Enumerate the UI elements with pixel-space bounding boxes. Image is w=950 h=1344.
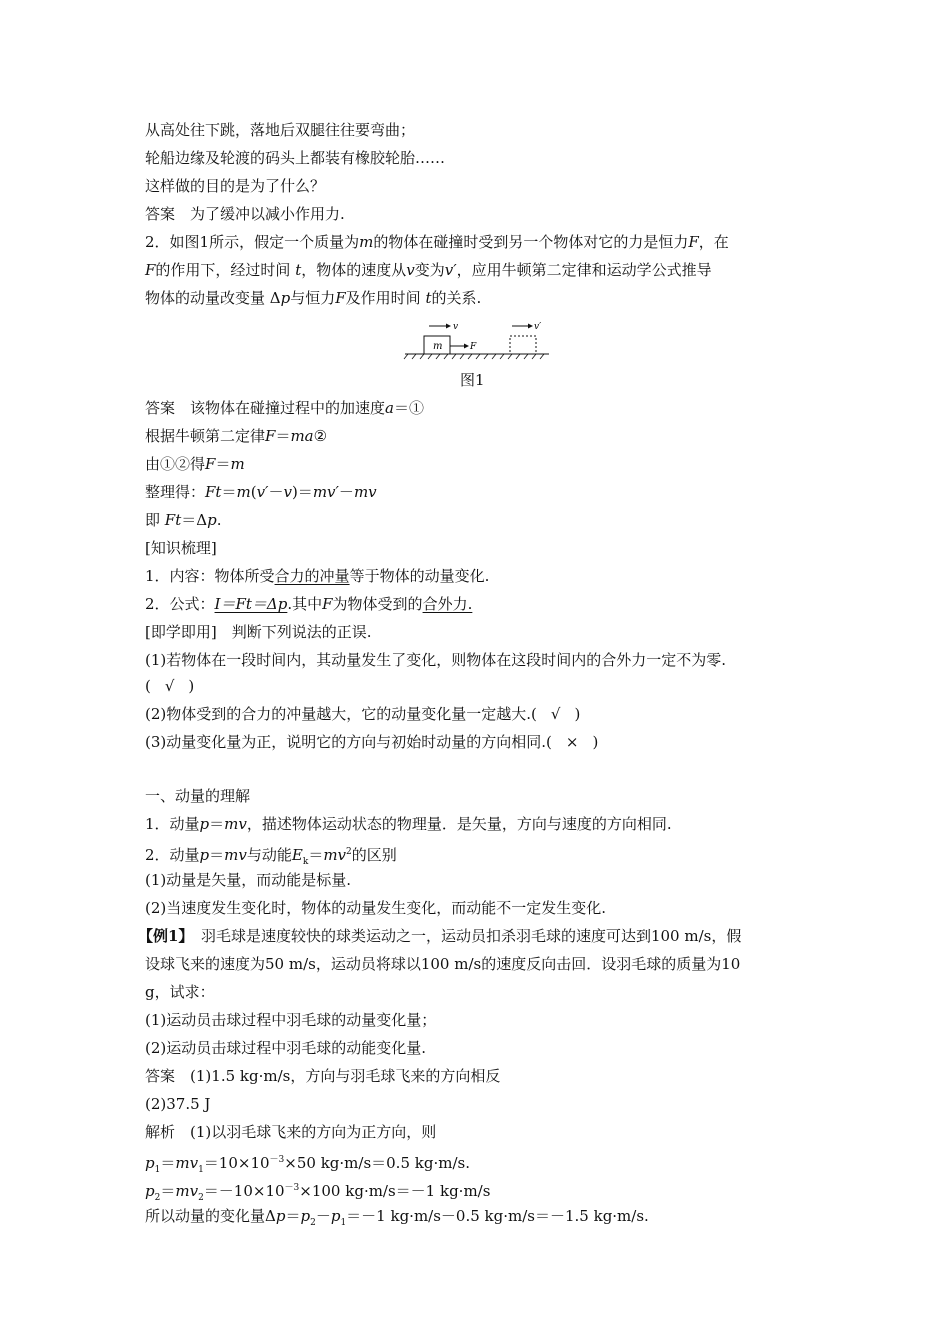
q2-line-1: 2．如图1所示，假定一个质量为m的物体在碰撞时受到另一个物体对它的力是恒力F，在: [145, 233, 729, 251]
answer-label: 答案: [145, 205, 176, 223]
intro-line-2: 轮船边缘及轮渡的码头上都装有橡胶轮胎……: [145, 149, 446, 167]
blank-answer: 合力的冲量: [274, 567, 350, 585]
velocity-arrow-v: [429, 322, 458, 332]
intro-line-1: 从高处往下跳，落地后双腿往往要弯曲；: [145, 121, 416, 139]
svg-text:m: m: [433, 341, 443, 352]
check-mark: √: [550, 705, 561, 723]
blank-answer: I＝Ft＝Δp: [214, 595, 288, 613]
section-point-1: 1．动量p＝mv，描述物体运动状态的物理量．是矢量，方向与速度的方向相同.: [145, 815, 672, 833]
quiz-heading: [即学即用] 判断下列说法的正误.: [145, 623, 372, 641]
check-mark: √: [164, 677, 175, 695]
answer2-line-4: 整理得：Ft＝m(v′－v)＝mv′－mv: [145, 483, 377, 501]
section-title: 一、动量的理解: [145, 787, 251, 805]
figure-collision-diagram: [402, 318, 552, 366]
section-point-2: 2．动量p＝mv与动能$E_k=mv^2$的区别: [145, 846, 397, 867]
ground-hatching: [404, 354, 544, 359]
intro-answer: [145, 204, 345, 224]
answer2-line-1: 答案 该物体在碰撞过程中的加速度a＝①: [145, 399, 425, 417]
q2-line-3: 物体的动量改变量 Δp与恒力F及作用时间 t的关系.: [145, 289, 482, 307]
knowledge-heading: [知识梳理]: [145, 539, 217, 557]
q2-line-2: F的作用下，经过时间 t，物体的速度从v变为v′，应用牛顿第二定律和运动学公式推导: [145, 261, 712, 279]
example-line-2: 设球飞来的速度为50 m/s，运动员将球以100 m/s的速度反向击回．设羽毛球的质量为10: [145, 955, 741, 973]
svg-text:v′: v′: [534, 322, 542, 332]
quiz-statement-1: (1)若物体在一段时间内，其动量发生了变化，则物体在这段时间内的合外力一定不为零.: [145, 651, 727, 669]
example-answer-2: (2)37.5 J: [145, 1095, 211, 1113]
answer2-line-5: 即 Ft＝Δp.: [145, 511, 222, 529]
blank-answer: 合外力.: [422, 595, 473, 613]
intro-line-3: 这样做的目的是为了什么？: [145, 177, 326, 195]
example-equation-2: $p_2=mv_2=-10\times 10^{-3}\times 100$ kg·m/s＝－1 kg·m/s: [145, 1182, 491, 1203]
example-line-3: g，试求：: [145, 983, 215, 1001]
example-line-1: 【例1】 羽毛球是速度较快的球类运动之一，运动员扣杀羽毛球的速度可达到100 m/s，假: [138, 927, 742, 945]
figure-svg: [402, 318, 552, 366]
example-tag: 【例1】: [138, 927, 186, 945]
svg-text:F: F: [470, 342, 477, 352]
cross-mark: ×: [565, 733, 579, 751]
example-equation-3: 所以动量的变化量$\Delta p=p_2-p_1=-1$ kg·m/s－0.5 kg·m/s＝－1.5 kg·m/s.: [145, 1207, 649, 1228]
example-question-2: (2)运动员击球过程中羽毛球的动能变化量.: [145, 1039, 427, 1057]
velocity-arrow-v-prime: [512, 322, 541, 332]
force-arrow-F: [450, 342, 477, 352]
answer2-line-3: 由①②得F＝m: [145, 455, 245, 473]
figure-caption: 图1: [460, 371, 485, 389]
section-point-4: (2)当速度发生变化时，物体的动量发生变化，而动能不一定发生变化.: [145, 899, 607, 917]
quiz-statement-3: (3)动量变化量为正，说明它的方向与初始时动量的方向相同.( × ): [145, 733, 599, 751]
svg-text:v: v: [453, 322, 459, 332]
example-equation-1: $p_1=mv_1=10\times 10^{-3}\times 50$ kg·m/s＝0.5 kg·m/s.: [145, 1154, 470, 1175]
example-solution-1: 解析 (1)以羽毛球飞来的方向为正方向，则: [145, 1123, 437, 1141]
answer-text: 为了缓冲以减小作用力.: [190, 205, 345, 223]
block-m: [424, 336, 450, 354]
knowledge-item-2: 2．公式：I＝Ft＝Δp.其中F为物体受到的合外力.: [145, 595, 473, 613]
block-final-position: [510, 336, 536, 354]
knowledge-item-1: 1．内容：物体所受合力的冲量等于物体的动量变化.: [145, 567, 490, 585]
answer2-line-2: 根据牛顿第二定律F＝ma②: [145, 427, 328, 445]
example-answer-1: 答案 (1)1.5 kg·m/s，方向与羽毛球飞来的方向相反: [145, 1067, 501, 1085]
section-point-3: (1)动量是矢量，而动能是标量.: [145, 871, 352, 889]
example-question-1: (1)运动员击球过程中羽毛球的动量变化量；: [145, 1011, 437, 1029]
quiz-statement-1-answer: ( √ ): [145, 677, 195, 695]
quiz-statement-2: (2)物体受到的合力的冲量越大，它的动量变化量一定越大.( √ ): [145, 705, 581, 723]
